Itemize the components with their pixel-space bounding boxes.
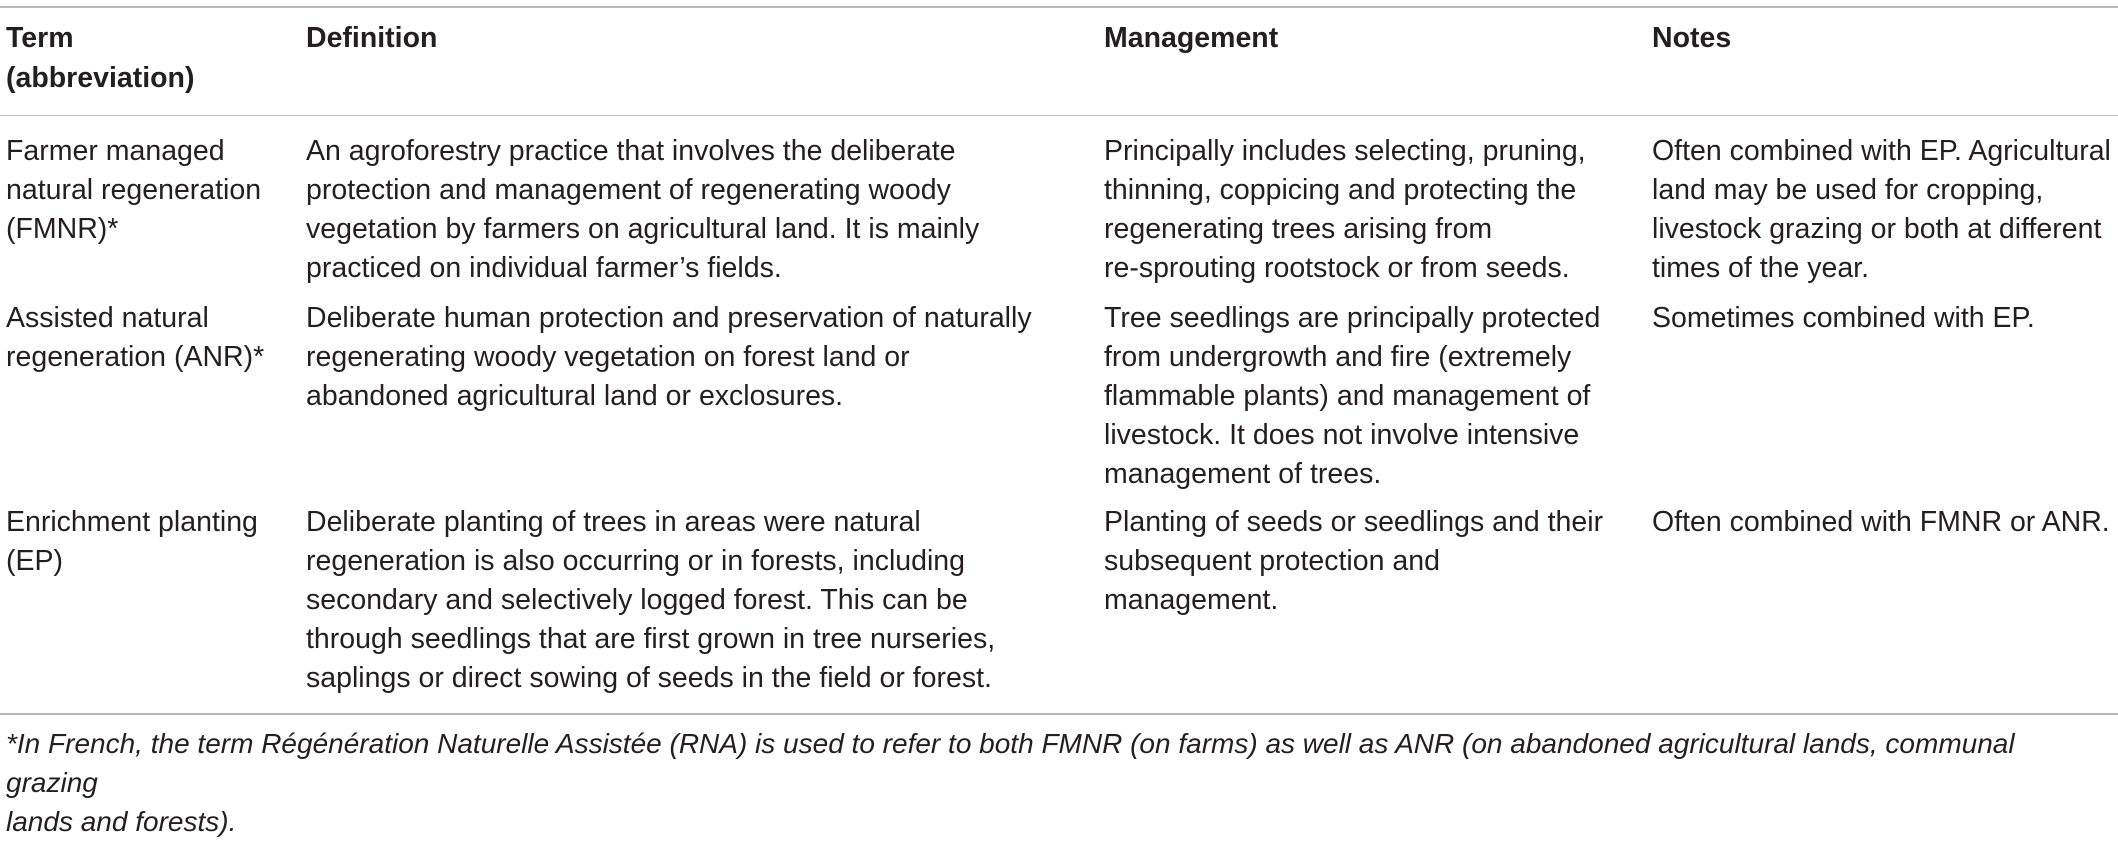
header-definition: Definition xyxy=(306,22,438,54)
row-fmnr-definition: An agroforestry practice that involves the deliberate protection and management of regenerating woody vegetation by farmers on agricultural land. It is mainly practiced on individual farmer’s fields. xyxy=(306,135,980,284)
row-anr-management: Tree seedlings are principally protected from undergrowth and fire (extremely flammable plants) and management of livestock. It does not involve intensive management of trees. xyxy=(1104,302,1601,490)
table-footnote: *In French, the term Régénération Naturelle Assistée (RNA) is used to refer to both FMNR (on farms) as well as ANR (on abandoned agricultural lands, communal grazing lands and forests). xyxy=(6,728,2015,837)
row-ep-management: Planting of seeds or seedlings and their subsequent protection and management. xyxy=(1104,506,1604,616)
row-fmnr-management: Principally includes selecting, pruning, thinning, coppicing and protecting the regenerating trees arising from re-sprouting rootstock or from seeds. xyxy=(1104,135,1586,284)
row-fmnr-term: Farmer managed natural regeneration (FMNR)* xyxy=(6,135,262,245)
row-anr-definition: Deliberate human protection and preservation of naturally regenerating woody vegetation on forest land or abandoned agricultural land or exclosures. xyxy=(306,302,1032,412)
table-top-rule xyxy=(0,6,2118,8)
table-header-rule xyxy=(0,115,2118,116)
row-fmnr-notes: Often combined with EP. Agricultural land may be used for cropping, livestock grazing or both at different times of the year. xyxy=(1652,135,2111,284)
row-ep-definition: Deliberate planting of trees in areas were natural regeneration is also occurring or in forests, including secondary and selectively logged forest. This can be through seedlings that are first grown in tree nurseries, saplings or direct sowing of seeds in the field or forest. xyxy=(306,506,996,694)
row-ep-notes: Often combined with FMNR or ANR. xyxy=(1652,506,2110,538)
header-term: Term (abbreviation) xyxy=(6,22,195,94)
table-bottom-rule xyxy=(0,713,2118,715)
header-management: Management xyxy=(1104,22,1279,54)
row-anr-notes: Sometimes combined with EP. xyxy=(1652,302,2035,334)
row-ep-term: Enrichment planting (EP) xyxy=(6,506,258,577)
row-anr-term: Assisted natural regeneration (ANR)* xyxy=(6,302,265,373)
header-notes: Notes xyxy=(1652,22,1732,54)
